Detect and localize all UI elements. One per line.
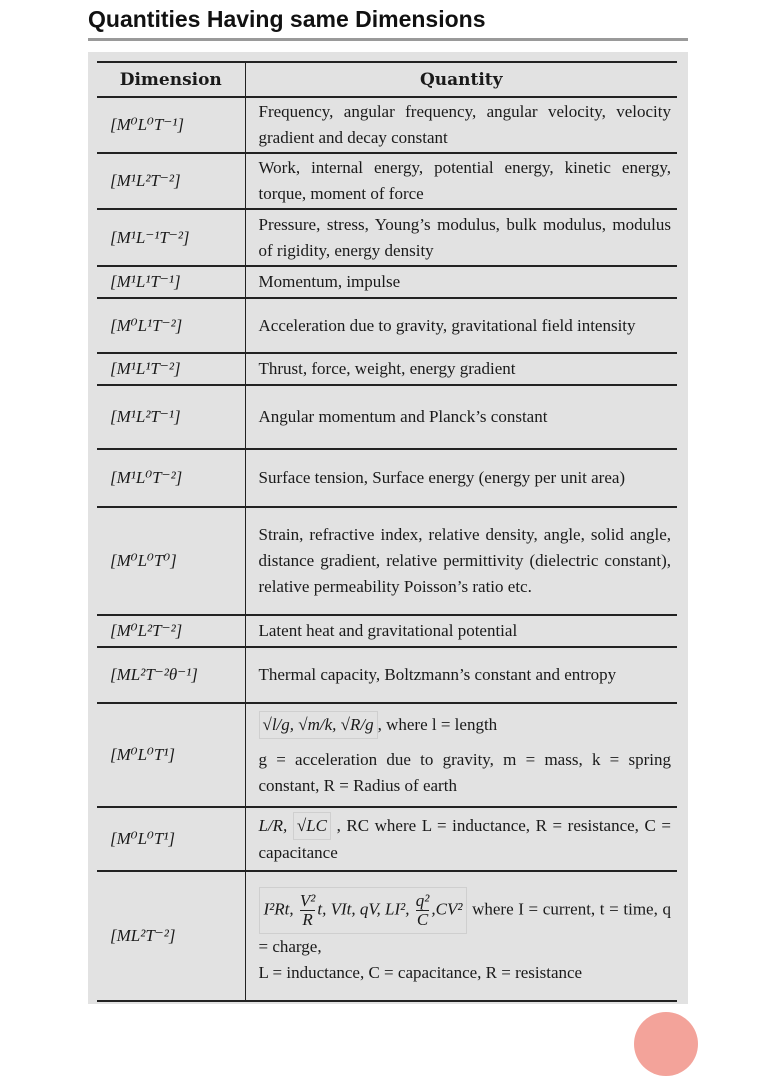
dimension-cell: [M¹L¹T⁻¹]	[97, 266, 245, 298]
decorative-circle	[634, 1012, 698, 1076]
quantity-expr: L/R,	[258, 816, 293, 835]
quantity-cell: Frequency, angular frequency, angular velocity, velocity gradient and decay constant	[245, 97, 677, 153]
quantity-cell: Momentum, impulse	[245, 266, 677, 298]
dimension-cell: [ML²T⁻²θ⁻¹]	[97, 647, 245, 703]
dimension-cell: [M⁰L⁰T¹]	[97, 807, 245, 871]
root-expression: √l/g, √m/k, √R/g	[259, 711, 378, 739]
table-row	[97, 615, 677, 647]
dimension-cell: [M⁰L⁰T¹]	[97, 703, 245, 807]
quantity-cell: Pressure, stress, Young’s modulus, bulk modulus, modulus of rigidity, energy density	[245, 209, 677, 266]
fraction-numerator: q²	[415, 890, 430, 910]
formula-part: I²Rt,	[263, 898, 294, 918]
title-underline	[88, 38, 688, 41]
quantity-cell	[245, 871, 677, 1001]
table-row	[97, 647, 677, 703]
quantity-definitions-line: L = inductance, C = capacitance, R = resistance	[258, 962, 583, 982]
formula-part: t, VIt, qV, LI²,	[317, 898, 410, 918]
quantity-cell: Strain, refractive index, relative density, angle, solid angle, distance gradient, relative permittivity (dielectric constant), relative permeability Poisson’s ratio etc.	[245, 507, 677, 615]
header-quantity: Quantity	[245, 62, 677, 97]
formula-part: ,CV²	[431, 898, 463, 918]
quantity-cell: Thermal capacity, Boltzmann’s constant and entropy	[245, 647, 677, 703]
fraction-v2-over-r	[300, 892, 315, 929]
quantity-cell: Acceleration due to gravity, gravitational field intensity	[245, 298, 677, 353]
table-row	[97, 449, 677, 507]
table-row	[97, 871, 677, 1001]
fraction-numerator: V²	[299, 890, 316, 910]
quantity-cell: Thrust, force, weight, energy gradient	[245, 353, 677, 385]
table-row	[97, 385, 677, 449]
dimension-cell: [M⁰L¹T⁻²]	[97, 298, 245, 353]
quantity-cell: Latent heat and gravitational potential	[245, 615, 677, 647]
quantity-cell: Surface tension, Surface energy (energy per unit area)	[245, 449, 677, 507]
dimension-cell: [M¹L¹T⁻²]	[97, 353, 245, 385]
dimension-cell: [M¹L²T⁻²]	[97, 153, 245, 209]
quantity-cell: Work, internal energy, potential energy, kinetic energy, torque, moment of force	[245, 153, 677, 209]
dimension-cell: [M¹L⁰T⁻²]	[97, 449, 245, 507]
quantity-cell	[245, 703, 677, 807]
dimension-cell: [M⁰L⁰T⁻¹]	[97, 97, 245, 153]
fraction-denominator: R	[302, 909, 313, 929]
table-row	[97, 209, 677, 266]
page-title: Quantities Having same Dimensions	[88, 6, 486, 32]
table-row	[97, 153, 677, 209]
dimension-cell: [ML²T⁻²]	[97, 871, 245, 1001]
quantity-cell: Angular momentum and Planck’s constant	[245, 385, 677, 449]
root-expression: √LC	[293, 812, 331, 840]
dimension-cell: [M¹L⁻¹T⁻²]	[97, 209, 245, 266]
table-row	[97, 97, 677, 153]
table-row	[97, 807, 677, 871]
dimension-cell: [M⁰L²T⁻²]	[97, 615, 245, 647]
quantity-definitions: g = acceleration due to gravity, m = mass, k = spring constant, R = Radius of earth	[258, 750, 671, 795]
dimension-cell: [M⁰L⁰T⁰]	[97, 507, 245, 615]
energy-formula-box	[259, 887, 468, 934]
table-row	[97, 703, 677, 807]
quantity-cell	[245, 807, 677, 871]
fraction-denominator: C	[416, 909, 429, 929]
quantity-definitions: where I = current, t = time, q = charge,	[258, 898, 671, 956]
dimension-cell: [M¹L²T⁻¹]	[97, 385, 245, 449]
table-row	[97, 298, 677, 353]
quantity-definitions: , RC where L = inductance, R = resistance, C = capacitance	[258, 816, 671, 862]
header-dimension: Dimension	[97, 62, 245, 97]
quantity-where: , where l = length	[377, 715, 498, 734]
table-row	[97, 353, 677, 385]
table-row	[97, 266, 677, 298]
table-header-row	[97, 62, 677, 97]
fraction-q2-over-c	[416, 892, 430, 929]
table-row	[97, 507, 677, 615]
dimensions-table	[97, 61, 677, 1002]
